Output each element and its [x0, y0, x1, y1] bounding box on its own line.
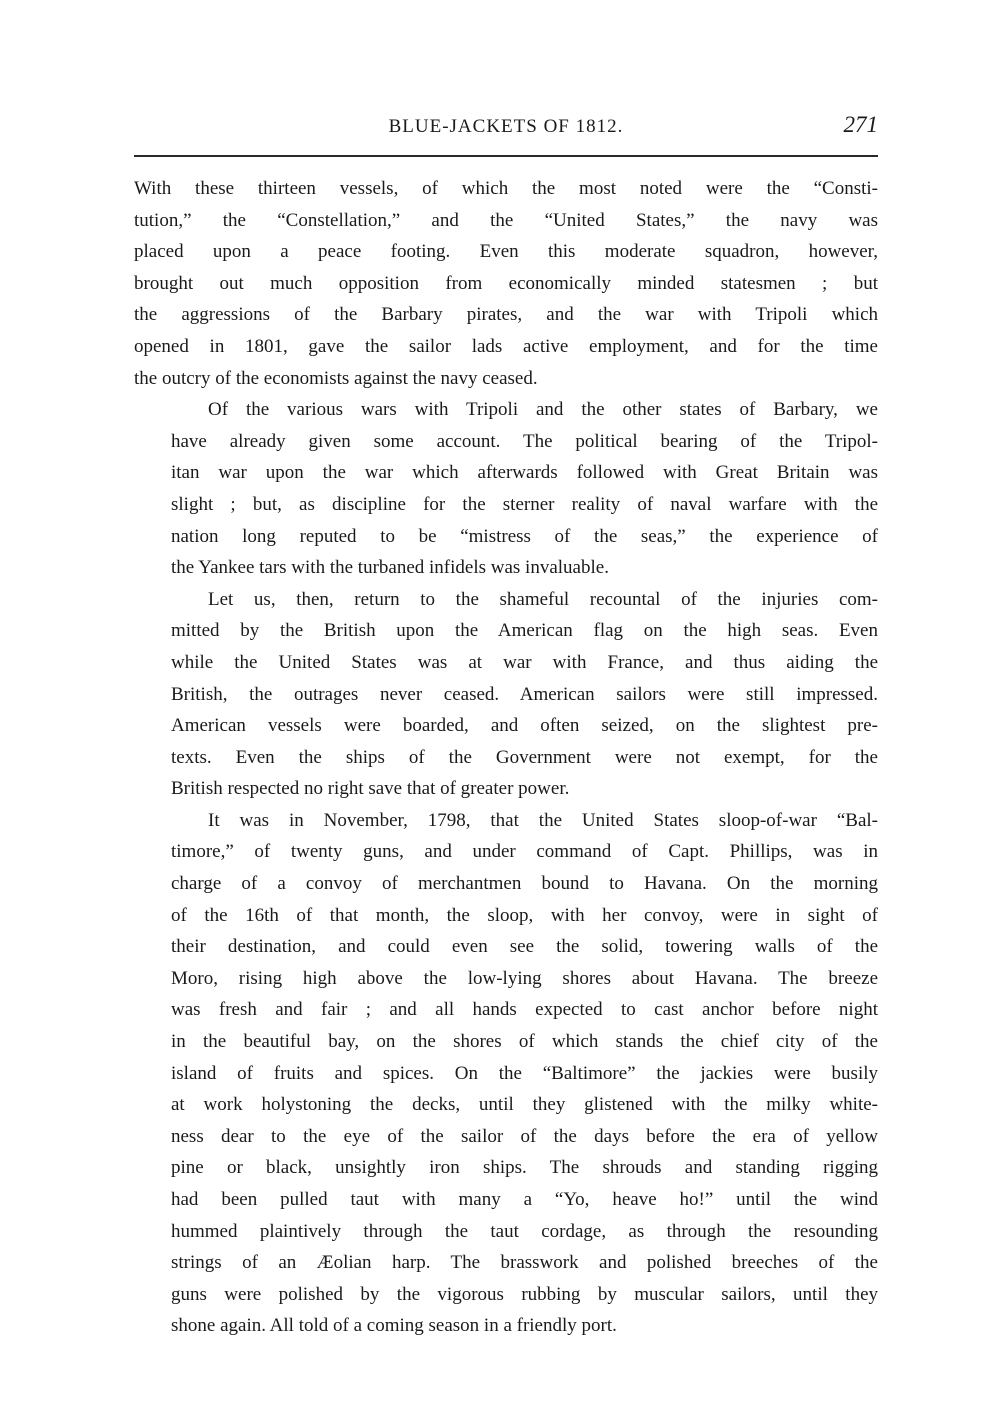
- text-line: American vessels were boarded, and often seized, on the slightest pre-: [171, 715, 878, 737]
- text-line: shone again. All told of a coming season in a friendly port.: [171, 1315, 617, 1337]
- text-line: timore,” of twenty guns, and under command of Capt. Phillips, was in: [171, 841, 878, 863]
- text-line: placed upon a peace footing. Even this moderate squadron, however,: [134, 241, 878, 263]
- text-line: while the United States was at war with France, and thus aiding the: [171, 651, 878, 673]
- paragraph-3: [134, 584, 878, 805]
- paragraph-4: [134, 805, 878, 1342]
- body-text: [134, 173, 878, 1342]
- paragraph-1: [134, 173, 878, 394]
- text-line: pine or black, unsightly iron ships. The shrouds and standing rigging: [171, 1157, 878, 1179]
- text-line: British, the outrages never ceased. American sailors were still impressed.: [171, 683, 878, 705]
- text-line: slight ; but, as discipline for the sterner reality of naval warfare with the: [171, 493, 878, 515]
- text-line: at work holystoning the decks, until they glistened with the milky white-: [171, 1094, 878, 1116]
- paragraph-2: [134, 394, 878, 584]
- text-line: hummed plaintively through the taut cordage, as through the resounding: [171, 1220, 878, 1242]
- text-line: texts. Even the ships of the Government were not exempt, for the: [171, 746, 878, 768]
- text-line: have already given some account. The political bearing of the Tripol-: [171, 430, 878, 452]
- running-title: BLUE-JACKETS OF 1812.: [388, 116, 624, 137]
- text-line: of the 16th of that month, the sloop, with her convoy, were in sight of: [171, 904, 878, 926]
- text-line: the Yankee tars with the turbaned infidels was invaluable.: [171, 557, 609, 579]
- text-line: the outcry of the economists against the navy ceased.: [134, 367, 538, 389]
- text-line: strings of an Æolian harp. The brasswork and polished breeches of the: [171, 1252, 878, 1274]
- text-line: British respected no right save that of greater power.: [171, 778, 570, 800]
- text-line: tution,” the “Constellation,” and the “United States,” the navy was: [134, 209, 878, 231]
- text-line: opened in 1801, gave the sailor lads active employment, and for the time: [134, 335, 878, 357]
- text-line: was fresh and fair ; and all hands expected to cast anchor before night: [171, 999, 878, 1021]
- running-head: [134, 112, 878, 142]
- text-line: ness dear to the eye of the sailor of the days before the era of yellow: [171, 1125, 878, 1147]
- text-line: island of fruits and spices. On the “Baltimore” the jackies were busily: [171, 1062, 878, 1084]
- text-line: the aggressions of the Barbary pirates, and the war with Tripoli which: [134, 304, 878, 326]
- text-line: guns were polished by the vigorous rubbing by muscular sailors, until they: [171, 1283, 878, 1305]
- text-line: Of the various wars with Tripoli and the other states of Barbary, we: [208, 399, 878, 421]
- text-line: Moro, rising high above the low-lying shores about Havana. The breeze: [171, 967, 878, 989]
- text-line: mitted by the British upon the American flag on the high seas. Even: [171, 620, 878, 642]
- text-line: in the beautiful bay, on the shores of which stands the chief city of the: [171, 1031, 878, 1053]
- text-line: itan war upon the war which afterwards followed with Great Britain was: [171, 462, 878, 484]
- page-number: 271: [843, 112, 878, 137]
- text-line: With these thirteen vessels, of which the most noted were the “Consti-: [134, 178, 878, 199]
- text-line: charge of a convoy of merchantmen bound to Havana. On the morning: [171, 873, 878, 895]
- text-line: nation long reputed to be “mistress of the seas,” the experience of: [171, 525, 878, 547]
- text-line: Let us, then, return to the shameful recountal of the injuries com-: [208, 588, 878, 610]
- header-rule: [134, 155, 878, 157]
- text-line: their destination, and could even see the solid, towering walls of the: [171, 936, 878, 958]
- text-line: It was in November, 1798, that the United States sloop-of-war “Bal-: [208, 809, 878, 831]
- text-line: brought out much opposition from economically minded statesmen ; but: [134, 272, 878, 294]
- text-line: had been pulled taut with many a “Yo, heave ho!” until the wind: [171, 1189, 878, 1210]
